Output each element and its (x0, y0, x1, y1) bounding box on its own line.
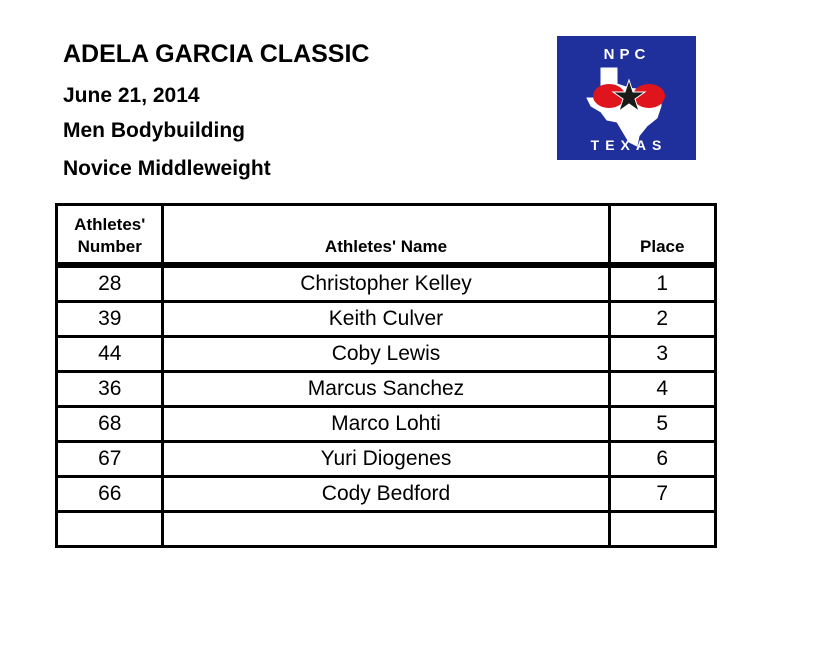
table-row (57, 512, 716, 547)
athlete-name-cell: Yuri Diogenes (163, 442, 609, 477)
athlete-name-cell: Coby Lewis (163, 337, 609, 372)
athlete-place-cell: 4 (609, 372, 716, 407)
event-date: June 21, 2014 (63, 84, 200, 107)
division-label: Men Bodybuilding (63, 119, 245, 142)
table-row (57, 407, 716, 442)
table-row (57, 265, 716, 302)
athlete-number-cell: 44 (57, 337, 163, 372)
athlete-number-cell (57, 512, 163, 547)
table-row (57, 477, 716, 512)
page-title: ADELA GARCIA CLASSIC (63, 40, 370, 68)
athlete-name-cell: Cody Bedford (163, 477, 609, 512)
logo-top-text: NPC (603, 46, 651, 63)
results-table (55, 203, 717, 548)
logo-bottom-text: TEXAS (590, 137, 668, 153)
athlete-number-cell: 67 (57, 442, 163, 477)
athlete-number-cell: 68 (57, 407, 163, 442)
athlete-name-cell: Keith Culver (163, 302, 609, 337)
athlete-place-cell: 2 (609, 302, 716, 337)
table-row (57, 372, 716, 407)
athlete-number-cell: 66 (57, 477, 163, 512)
athlete-place-cell: 6 (609, 442, 716, 477)
athlete-name-cell: Marcus Sanchez (163, 372, 609, 407)
athlete-place-cell: 7 (609, 477, 716, 512)
table-row (57, 337, 716, 372)
athlete-place-cell: 3 (609, 337, 716, 372)
athlete-place-cell (609, 512, 716, 547)
class-label: Novice Middleweight (63, 157, 271, 180)
table-header-row (57, 205, 716, 266)
athlete-name-cell: Marco Lohti (163, 407, 609, 442)
table-row (57, 302, 716, 337)
athlete-number-cell: 36 (57, 372, 163, 407)
athlete-number-cell: 28 (57, 265, 163, 302)
athlete-name-cell: Christopher Kelley (163, 265, 609, 302)
athlete-place-cell: 5 (609, 407, 716, 442)
column-header-place: Place (609, 205, 716, 266)
npc-texas-logo (557, 36, 696, 160)
athlete-name-cell (163, 512, 609, 547)
column-header-name: Athletes' Name (163, 205, 609, 266)
athlete-place-cell: 1 (609, 265, 716, 302)
athlete-number-cell: 39 (57, 302, 163, 337)
column-header-number: Athletes' Number (57, 205, 163, 266)
table-row (57, 442, 716, 477)
